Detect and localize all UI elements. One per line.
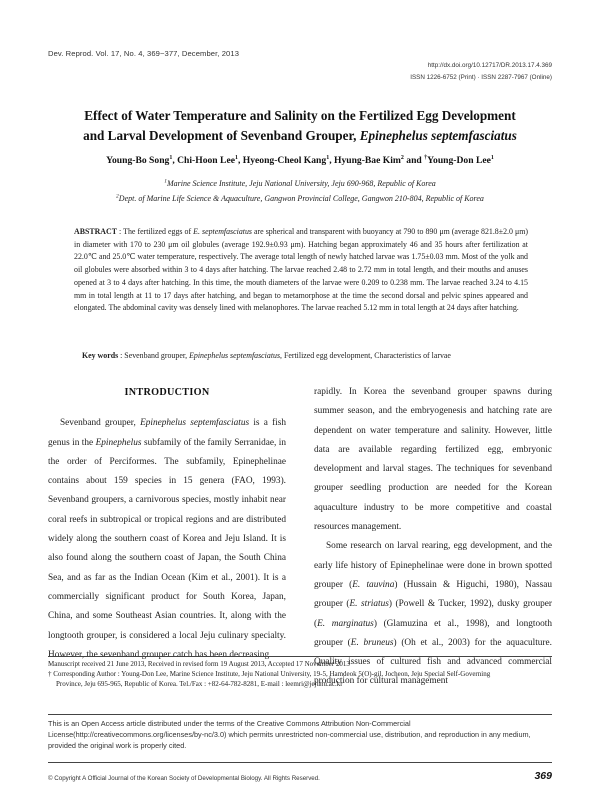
license-divider: [48, 714, 552, 715]
page-number: 369: [534, 770, 552, 782]
abstract-species: E. septemfasciatus: [193, 227, 252, 236]
body-species: Epinephelus septemfasciatus: [140, 418, 250, 429]
author-name: Young-Don Lee: [427, 155, 491, 166]
abstract-label: ABSTRACT: [74, 227, 117, 236]
issn-line: ISSN 1226-6752 (Print) · ISSN 2287-7967 (Online): [410, 74, 552, 81]
manuscript-dates: Manuscript received 21 June 2013, Received in revised form 19 August 2013, Accepted 17 November 2013: [48, 660, 350, 668]
affil-text: Marine Science Institute, Jeju National University, Jeju 690-968, Republic of Korea: [166, 179, 436, 188]
title-species: Epinephelus septemfasciatus: [359, 128, 517, 143]
author-affil-mark: 2: [400, 154, 404, 161]
body-text: subfamily of the family Serranidae, in the order of Perciformes. The subfamily, Epinephelinae contains about 159 species in 15 genera (FAO, 1993). Sevenband groupers, a carnivorous species, mostly inhabit near coral reefs in subtropical or tropical regions and are distributed widely along the southern coast of Korea and Jeju Island. It is also found along the southern coast of Japan, the South China Sea, and as far as the Indian Ocean (Kim et al., 2001). It is a commercially significant product for South Korea, Japan, China, and some Southeast Asian countries. It, along with the longtooth grouper, is considered a local Jeju culinary specialty. However, the sevenband grouper catch has been decreasing: [48, 437, 286, 660]
title-line-2-text: and Larval Development of Sevenband Grouper,: [83, 128, 360, 143]
keywords-text: , Fertilized egg development, Characteristics of larvae: [280, 351, 451, 360]
body-paragraph: rapidly. In Korea the sevenband grouper spawns during summer season, and the embryogenesis and hatching rate are dependent on water temperature and salinity. However, little data are available regarding fertilized egg, embryonic development and larval stages. The techniques for sevenband grouper seedling production are needed for the Korean aquaculture industry to be more competitive and coastal resources management.: [314, 387, 552, 533]
body-text: is a fish genus in the: [48, 418, 287, 448]
abstract-text: are spherical and transparent with buoyancy at 790 to 890 μm (average 821.8±2.0 μm) in diameter with 170 to 230 μm oil globules (average 192.9±0.93 μm). Hatching began approximately 46 and 35 hours after fertilization at 22.0℃ and 25.0℃ water temperature, respectively. The average total length of newly hatched larvae was 1.75±0.03 mm. Most of the yolk and oil globules were absorbed within 3 to 4 days after hatching. The larvae reached 2.48 to 2.72 mm in total length, and their mouths and anuses opened at 3 to 4 days after hatching. In this time, the mouth diameters of the larvae were 0.209 to 0.238 mm. The larvae reached 3.24 to 4.15 mm in total length at 11 to 17 days after hatching, and began to metamorphose at the time the second dorsal and pelvic spines appeared and elongated. The abdominal cavity was densely lined with melanophores. The larvae reached 5.12 mm in total length at 24 days after hatching.: [74, 227, 529, 313]
body-species: E. striatus: [349, 599, 389, 610]
abstract: [74, 226, 528, 315]
body-column-left: [48, 383, 286, 665]
corresponding-mark: †: [424, 154, 428, 161]
affiliation-1: [40, 179, 560, 188]
author-name: , Hyeong-Cheol Kang: [237, 155, 327, 166]
abstract-text: : The fertilized eggs of: [116, 227, 194, 236]
corresponding-author: † Corresponding Author : Young-Don Lee, Marine Science Institute, Jeju National University, 19-5, Hamdeok 5(O)-gil, Jocheon, Jeju Special Self-Governing: [48, 670, 491, 678]
body-paragraph: [48, 414, 286, 665]
keywords: [82, 351, 532, 360]
body-text: ) (Oh et al., 2003) for the aquaculture. Quality issues of cultured fish and advanced commercial production for cultural management: [314, 637, 552, 687]
keywords-species: Epinephelus septemfasciatus: [189, 351, 281, 360]
affil-mark: 2: [116, 193, 119, 200]
journal-citation: Dev. Reprod. Vol. 17, No. 4, 369~377, December, 2013: [48, 49, 240, 58]
section-heading-introduction: INTRODUCTION: [124, 387, 210, 398]
footnote-divider: [48, 656, 552, 657]
body-column-right: [314, 383, 552, 692]
copyright-notice: © Copyright A Official Journal of the Korean Society of Developmental Biology. All Rights Reserved.: [48, 775, 320, 782]
paper-title: [40, 106, 560, 146]
author-list: [40, 155, 560, 166]
body-species: E. marginatus: [317, 618, 374, 629]
author-name: , Chi-Hoon Lee: [172, 155, 235, 166]
body-text: ) (Glamuzina et al., 1998), and longtooth grouper (: [314, 618, 552, 648]
doi-link[interactable]: http://dx.doi.org/10.12717/DR.2013.17.4.369: [427, 62, 552, 69]
affil-mark: 1: [164, 178, 167, 185]
title-line-1: Effect of Water Temperature and Salinity on the Fertilized Egg Development: [84, 108, 516, 123]
body-text: ) (Hussain & Higuchi, 1980), Nassau grouper (: [314, 579, 552, 610]
author-name: Young-Bo Song: [106, 155, 170, 166]
license-notice: This is an Open Access article distributed under the terms of the Creative Commons Attribution Non-Commercial License(http://creativecommons.org/licenses/by-nc/3.0) which permits unrestricted non-commercial use, distribution, and reproduction in any medium, provided the original work is properly cited.: [48, 719, 531, 750]
affil-text: Dept. of Marine Life Science & Aquaculture, Gangwon Provincial College, Gangwon 210-804, Republic of Korea: [118, 194, 484, 203]
body-species: E. tauvina: [352, 579, 395, 590]
doi-block: [410, 60, 552, 84]
body-text: ) (Powell & Tucker, 1992), dusky grouper (: [314, 599, 552, 629]
author-conjunction: and: [403, 155, 425, 166]
body-species: E. bruneus: [350, 637, 394, 648]
title-line-2: [40, 126, 560, 146]
author-affil-mark: 1: [326, 154, 330, 161]
author-name: , Hyung-Bae Kim: [329, 155, 401, 166]
author-affil-mark: 1: [234, 154, 238, 161]
footer-divider: [48, 762, 552, 763]
body-genus: Epinephelus: [95, 437, 142, 448]
author-affil-mark: 1: [490, 154, 494, 161]
keywords-label: Key words: [82, 351, 119, 360]
footnotes: [48, 659, 554, 689]
affiliation-2: [40, 194, 560, 203]
corresponding-author-cont: Province, Jeju 695-965, Republic of Korea. Tel./Fax : +82-64-782-8281, E-mail : leemri@jejunu.ac.kr: [56, 680, 343, 688]
body-text: Sevenband grouper,: [60, 418, 141, 429]
author-affil-mark: 1: [169, 154, 173, 161]
keywords-text: : Sevenband grouper,: [118, 351, 190, 360]
body-text: Some research on larval rearing, egg development, and the early life history of Epinephelinae were done in brown spotted grouper (: [314, 541, 552, 590]
